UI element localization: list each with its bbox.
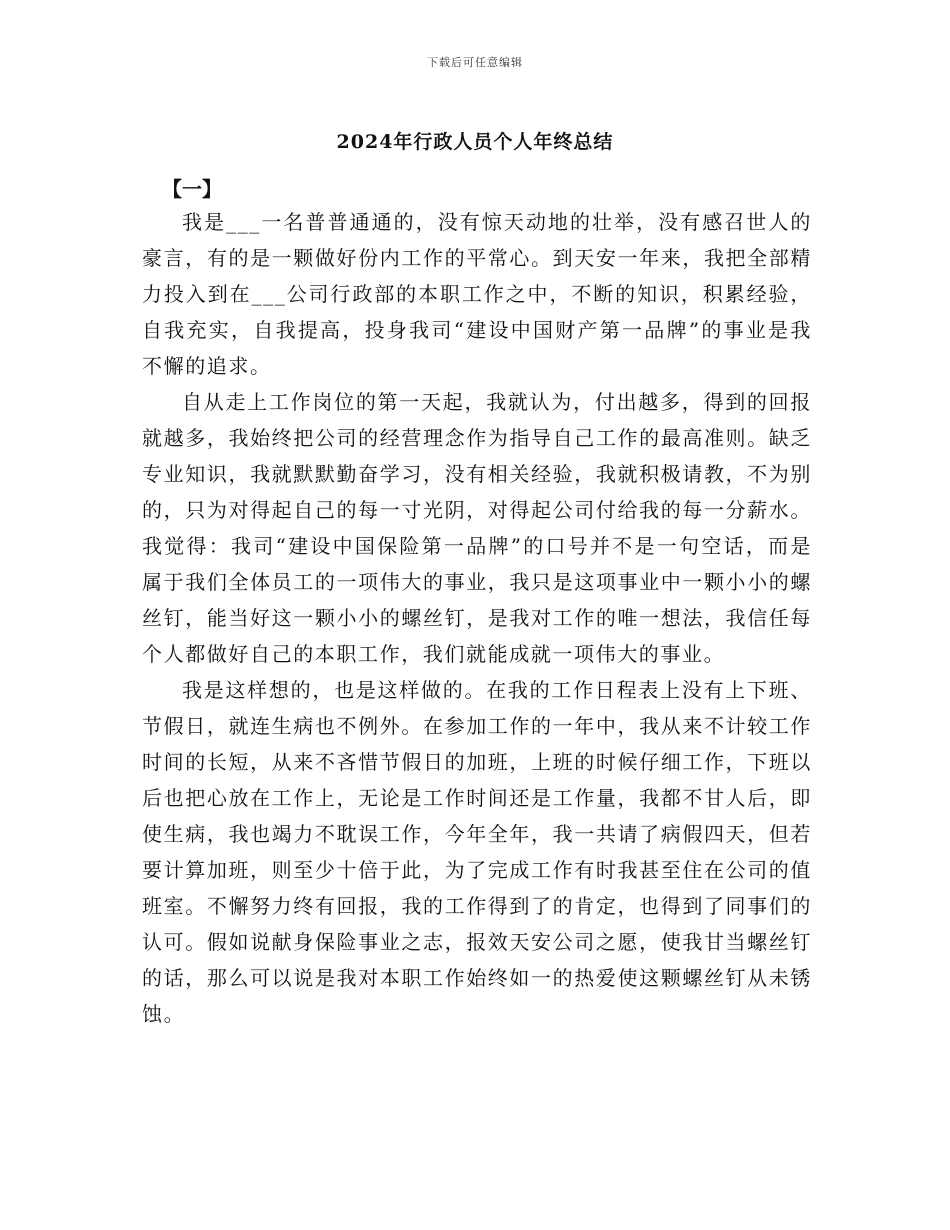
paragraph-1: 我是___一名普普通通的，没有惊天动地的壮举，没有感召世人的豪言，有的是一颗做好份内工作的平常心。到天安一年来，我把全部精力投入到在___公司行政部的本职工作之中，不断的知识，积累经验，自我充实，自我提高，投身我司“建设中国财产第一品牌”的事业是我不懈的追求。 — [142, 210, 812, 378]
body-text — [142, 204, 812, 1032]
paragraph-3: 我是这样想的，也是这样做的。在我的工作日程表上没有上下班、节假日，就连生病也不例外。在参加工作的一年中，我从来不计较工作时间的长短，从来不吝惜节假日的加班，上班的时候仔细工作，下班以后也把心放在工作上，无论是工作时间还是工作量，我都不甘人后，即使生病，我也竭力不耽误工作，今年全年，我一共请了病假四天，但若要计算加班，则至少十倍于此，为了完成工作有时我甚至住在公司的值班室。不懈努力终有回报，我的工作得到了的肯定，也得到了同事们的认可。假如说献身保险事业之志，报效天安公司之愿，使我甘当螺丝钉的话，那么可以说是我对本职工作始终如一的热爱使这颗螺丝钉从未锈蚀。 — [142, 678, 812, 1026]
section-label: 【一】 — [162, 177, 222, 201]
document-title: 2024年行政人员个人年终总结 — [336, 131, 614, 153]
paragraph-2: 自从走上工作岗位的第一天起，我就认为，付出越多，得到的回报就越多，我始终把公司的经营理念作为指导自己工作的最高准则。缺乏专业知识，我就默默勤奋学习，没有相关经验，我就积极请教，不为别的，只为对得起自己的每一寸光阴，对得起公司付给我的每一分薪水。我觉得：我司“建设中国保险第一品牌”的口号并不是一句空话，而是属于我们全体员工的一项伟大的事业，我只是这项事业中一颗小小的螺丝钉，能当好这一颗小小的螺丝钉，是我对工作的唯一想法，我信任每个人都做好自己的本职工作，我们就能成就一项伟大的事业。 — [142, 390, 812, 666]
header-note: 下载后可任意编辑 — [427, 56, 523, 69]
